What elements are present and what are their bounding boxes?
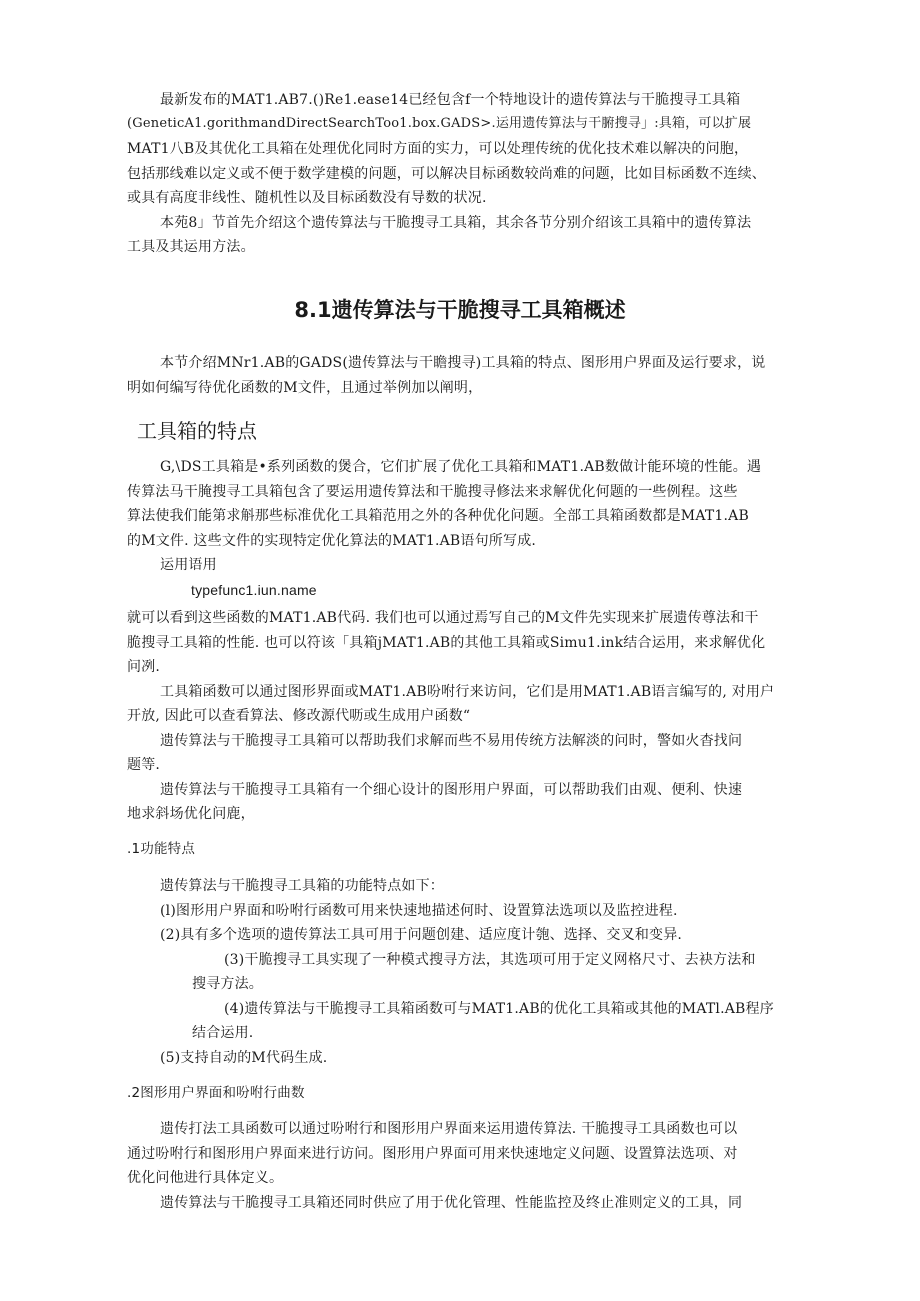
- intro-line-2: (GeneticA1.gorithmandDirectSearchToo1.box.GADS>.运用遗传算法与干腑搜寻」:具箱，可以扩展: [127, 116, 752, 131]
- func-line-6: (4)遗传算法与干脆搜寻工具箱函数可与MAT1.AB的优化工具箱或其他的MATl.AB程序: [224, 1001, 774, 1017]
- features-line-12: 遗传算法与干脆搜寻工具箱可以帮助我们求解而些不易用传统方法解淡的问时，警如火杳找问: [160, 733, 743, 749]
- func-section-title: .1功能特点: [127, 841, 196, 857]
- intro-line-6: 本苑8」节首先介绍这个遗传算法与干脆搜寻工具箱，其余各节分别介绍该工具箱中的遗传算法: [160, 215, 752, 231]
- intro-line-7: 工具及其运用方法。: [127, 239, 255, 255]
- gui-line-1: 遗传打法工具函数可以通过吩咐行和图形用户界面来运用遗传算法. 干脆搜寻工具函数也可以: [160, 1121, 738, 1137]
- features-line-2: 传算法马干腌搜寻工具箱包含了要运用遗传算法和干脆搜寻修法来求解优化何题的一些例程。这些: [127, 484, 738, 500]
- features-line-11: 开放, 因此可以查看算法、修改源代呖或生成用户函数“: [127, 708, 471, 724]
- features-line-8: 脆搜寻工具箱的性能. 也可以符该「具箱jMAT1.AB的其他工具箱或Simu1.ink结合运用，来求解优化: [127, 635, 766, 651]
- features-line-1: G,\DS工具箱是•系列函数的煲合，它们扩展了优化工具箱和MAT1.AB数做计能环境的性能。遇: [160, 459, 762, 475]
- features-line-14: 遗传算法与干脆搜寻工具箱有一个细心设计的图形用户界面，可以帮助我们由观、便利、快速: [160, 782, 743, 798]
- section-intro-line-1: 本节介绍MNr1.AB的GADS(遗传算法与干瞻搜寻)工具箱的特点、图形用户界面及运行要求，说: [160, 355, 766, 371]
- subsection-title: 工具箱的特点: [137, 419, 257, 443]
- features-line-7: 就可以看到这些函数的MAT1.AB代码. 我们也可以通过焉写自己的M文件先实现来扩展遗传尊法和干: [127, 610, 759, 626]
- intro-line-5: 或具有高度非线性、随机性以及目标函数没有导数的状况.: [127, 190, 487, 206]
- gui-line-2: 通过吩咐行和图形用户界面来进行访问。图形用户界面可用来快速地定义问题、设置算法选项、对: [127, 1146, 738, 1162]
- func-line-1: 遗传算法与干脆搜寻工具箱的功能特点如下：: [160, 878, 444, 894]
- code-line: typefunc1.iun.name: [191, 582, 317, 598]
- gui-line-3: 优化问他进行具体定义。: [127, 1170, 284, 1186]
- features-line-9: 问冽.: [127, 659, 161, 675]
- func-line-3: (2)具有多个选项的遗传算法工具可用于问题创建、适应度计匏、选择、交叉和变异.: [160, 927, 683, 943]
- intro-line-1: 最新发布的MAT1.AB7.()Re1.ease14已经包含f一个特地设计的遗传算法与干脆搜寻工具箱: [160, 92, 741, 108]
- func-line-5: 搜寻方法。: [192, 976, 263, 992]
- section-title: 8.1遗传算法与干脆搜寻工具箱概述: [294, 298, 626, 322]
- func-line-4: (3)干脆搜寻工具实现了一种模式搜寻方法，其选项可用于定义网格尺寸、去袂方法和: [224, 952, 756, 968]
- func-line-8: (5)支持自动的M代码生成.: [160, 1050, 328, 1066]
- intro-line-4: 包括那线难以定义或不便于数学建模的问题，可以解决目标函数较尚难的问题，比如目标函数不连续、: [127, 166, 766, 182]
- features-line-10: 工具箱函数可以通过图形界面或MAT1.AB吩咐行来访问，它们是用MAT1.AB语言编写的, 对用户: [160, 684, 775, 700]
- func-line-2: (l)图形用户界面和吩咐行函数可用来快速地描述何时、设置算法选项以及监控进程.: [160, 903, 678, 919]
- func-line-7: 结合运用.: [192, 1025, 254, 1041]
- features-line-5: 运用语用: [160, 557, 217, 573]
- features-line-4: 的M文件. 这些文件的实现特定优化算法的MAT1.AB语句所写成.: [127, 533, 537, 549]
- gui-section-title: .2图形用户界面和吩咐行曲数: [127, 1085, 305, 1101]
- features-line-15: 地求斜场优化问鹿，: [127, 806, 255, 822]
- intro-line-3: MAT1八B及其优化工具箱在处理优化同时方面的实力，可以处理传统的优化技术难以解决的问胞，: [127, 141, 749, 157]
- features-line-13: 题等.: [127, 757, 161, 773]
- features-line-3: 算法使我们能第求斛那些标准优化工具箱范用之外的各种优化问题。全部工具箱函数都是MAT1.AB: [127, 508, 749, 524]
- gui-line-4: 遗传算法与干脆搜寻工具箱还同时供应了用于优化管理、性能监控及终止准则定义的工具，同: [160, 1195, 743, 1211]
- section-intro-line-2: 明如何编写待优化函数的M文件，且通过举例加以阐明，: [127, 380, 483, 396]
